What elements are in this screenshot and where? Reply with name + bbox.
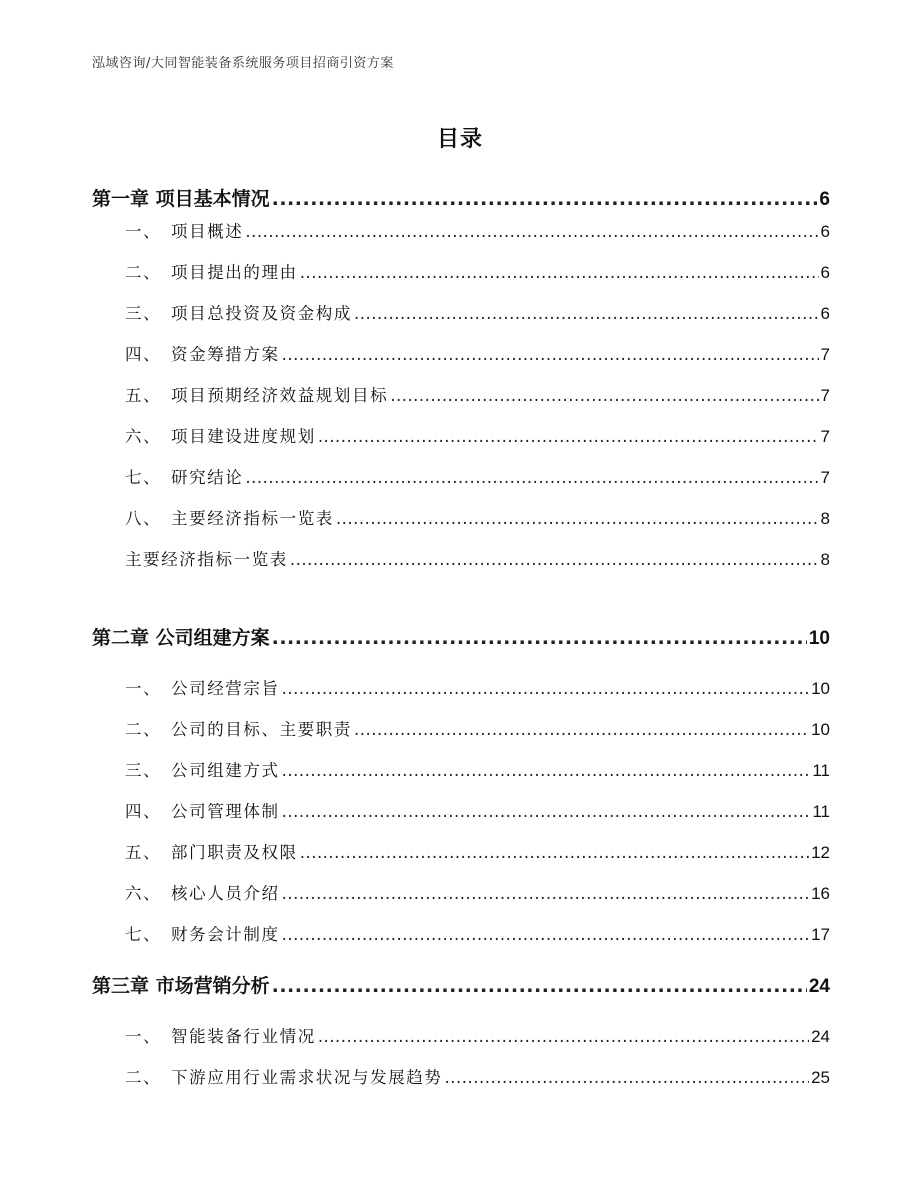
toc-section[interactable]: [125, 798, 830, 822]
section-number: 三、: [125, 304, 162, 323]
section-number: 七、: [125, 468, 162, 487]
toc-section[interactable]: [125, 341, 830, 365]
dot-leader: [390, 386, 818, 405]
toc-section[interactable]: [125, 716, 830, 740]
section-label: 项目建设进度规划: [171, 427, 316, 446]
page-number: 8: [820, 509, 830, 528]
page-number: 8: [820, 550, 830, 569]
chapter-label: 第二章 公司组建方案: [92, 627, 270, 649]
page-number: 10: [811, 679, 830, 698]
chapter-label: 第三章 市场营销分析: [92, 975, 270, 997]
toc-section[interactable]: [125, 1064, 830, 1088]
page-number: 6: [819, 189, 830, 210]
page-number: 25: [811, 1068, 830, 1087]
dot-leader: [282, 761, 811, 780]
toc-section[interactable]: [125, 505, 830, 529]
section-label: 部门职责及权限: [171, 843, 298, 862]
page-number: 10: [808, 628, 830, 649]
dot-leader: [300, 263, 819, 282]
toc-section[interactable]: [125, 259, 830, 283]
section-label: 核心人员介绍: [171, 884, 280, 903]
running-header: 泓域咨询/大同智能装备系统服务项目招商引资方案: [92, 56, 394, 71]
dot-leader: [282, 925, 809, 944]
section-number: 五、: [125, 386, 162, 405]
toc-section[interactable]: [125, 382, 830, 406]
toc-subsection[interactable]: [125, 546, 830, 570]
section-number: 四、: [125, 345, 162, 364]
page-number: 10: [811, 720, 830, 739]
dot-leader: [282, 679, 809, 698]
page-number: 6: [820, 263, 830, 282]
dot-leader: [282, 884, 809, 903]
section-number: 二、: [125, 263, 162, 282]
section-number: 二、: [125, 720, 162, 739]
dot-leader: [300, 843, 809, 862]
dot-leader: [354, 304, 819, 323]
dot-leader: [272, 975, 807, 997]
page-number: 6: [820, 222, 830, 241]
section-label: 主要经济指标一览表: [171, 509, 334, 528]
section-label: 智能装备行业情况: [171, 1027, 316, 1046]
toc-title: 目录: [436, 127, 483, 152]
toc-section[interactable]: [125, 218, 830, 242]
dot-leader: [282, 802, 811, 821]
page-number: 24: [808, 976, 830, 997]
page-number: 12: [811, 843, 830, 862]
toc-section[interactable]: [125, 921, 830, 945]
dot-leader: [318, 427, 819, 446]
section-number: 二、: [125, 1068, 162, 1087]
page-number: 7: [820, 345, 830, 364]
dot-leader: [272, 627, 807, 649]
section-number: 四、: [125, 802, 162, 821]
section-number: 八、: [125, 509, 162, 528]
toc-section[interactable]: [125, 464, 830, 488]
toc-section[interactable]: [125, 1023, 830, 1047]
section-label: 项目概述: [171, 222, 244, 241]
page-number: 7: [820, 386, 830, 405]
dot-leader: [245, 468, 818, 487]
dot-leader: [245, 222, 818, 241]
section-number: 六、: [125, 427, 162, 446]
chapter-label: 第一章 项目基本情况: [92, 188, 270, 210]
toc-section[interactable]: [125, 300, 830, 324]
toc-section[interactable]: [125, 880, 830, 904]
section-number: 三、: [125, 761, 162, 780]
section-number: 六、: [125, 884, 162, 903]
section-number: 一、: [125, 1027, 162, 1046]
dot-leader: [282, 345, 819, 364]
dot-leader: [290, 550, 819, 569]
toc-section[interactable]: [125, 839, 830, 863]
page-number: 7: [820, 468, 830, 487]
page-number: 24: [811, 1027, 830, 1046]
page-number: 11: [812, 802, 830, 821]
toc-section[interactable]: [125, 675, 830, 699]
subsection-label: 主要经济指标一览表: [125, 550, 288, 569]
dot-leader: [272, 188, 818, 210]
dot-leader: [336, 509, 819, 528]
page-number: 16: [811, 884, 830, 903]
section-number: 一、: [125, 679, 162, 698]
page-number: 17: [811, 925, 830, 944]
toc-section[interactable]: [125, 423, 830, 447]
toc-chapter-1[interactable]: [92, 184, 830, 211]
section-label: 项目总投资及资金构成: [171, 304, 352, 323]
page-number: 6: [820, 304, 830, 323]
section-label: 公司的目标、主要职责: [171, 720, 352, 739]
section-label: 公司管理体制: [171, 802, 280, 821]
section-label: 资金筹措方案: [171, 345, 280, 364]
section-label: 项目预期经济效益规划目标: [171, 386, 389, 405]
page-number: 11: [812, 761, 830, 780]
section-label: 财务会计制度: [171, 925, 280, 944]
section-number: 七、: [125, 925, 162, 944]
section-label: 公司组建方式: [171, 761, 280, 780]
page-number: 7: [820, 427, 830, 446]
section-number: 一、: [125, 222, 162, 241]
dot-leader: [354, 720, 809, 739]
toc-section[interactable]: [125, 757, 830, 781]
dot-leader: [318, 1027, 809, 1046]
section-label: 公司经营宗旨: [171, 679, 280, 698]
section-label: 项目提出的理由: [171, 263, 298, 282]
section-label: 研究结论: [171, 468, 244, 487]
toc-chapter-3[interactable]: [92, 971, 830, 998]
toc-chapter-2[interactable]: [92, 623, 830, 650]
section-number: 五、: [125, 843, 162, 862]
dot-leader: [445, 1068, 810, 1087]
section-label: 下游应用行业需求状况与发展趋势: [171, 1068, 443, 1087]
